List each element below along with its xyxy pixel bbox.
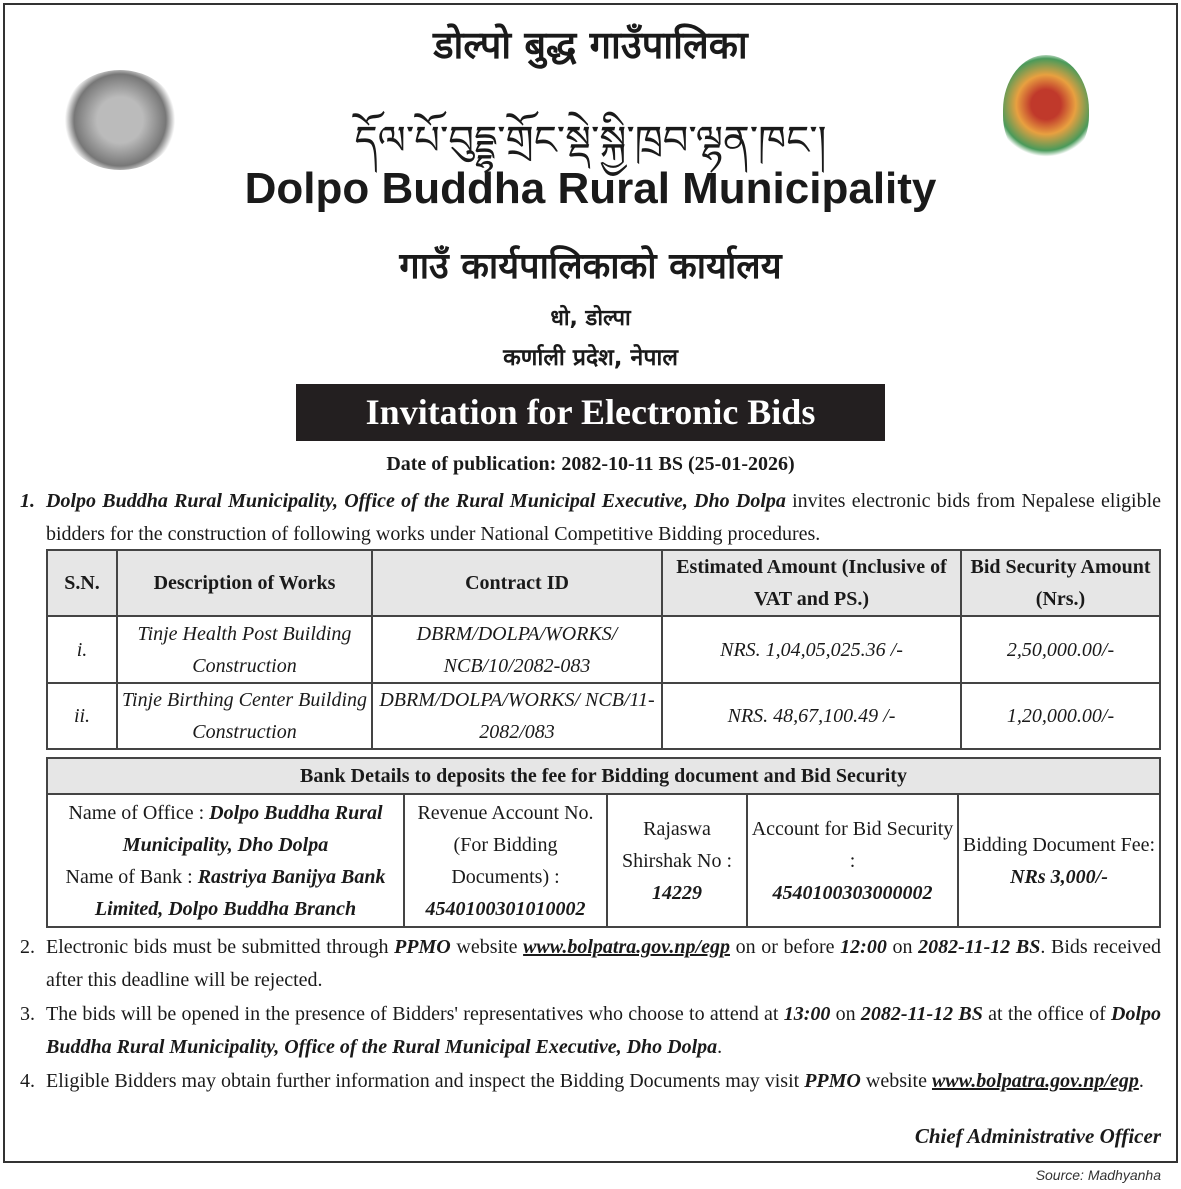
paragraph-4 [20,1065,1161,1098]
security-value: 4540100303000002 [772,881,933,904]
cell-estimated-amount: NRS. 1,04,05,025.36 /- [662,616,961,683]
item-number: 2. [20,936,35,958]
cell-bid-security: 1,20,000.00/- [961,683,1160,749]
rajaswa-label: Rajaswa Shirshak No : [622,817,732,872]
text: on or before [729,936,841,958]
revenue-label: Revenue Account No. (For Bidding Documents) : [417,801,594,888]
text: website [450,936,524,958]
text: Electronic bids must be submitted through [46,936,395,958]
ppmo-text: PPMO [804,1070,861,1092]
bank-details-table [46,757,1161,928]
security-label: Account for Bid Security : [751,817,954,872]
rajaswa-value: 14229 [652,881,702,904]
ppmo-text: PPMO [394,936,451,958]
table-row [47,683,1160,749]
text: website [860,1070,932,1092]
table-row [47,616,1160,683]
paragraph-3 [20,998,1161,1064]
source-credit: Source: Madhyanha [1035,1167,1161,1183]
cell-sn: i. [47,616,117,683]
invitation-banner: Invitation for Electronic Bids [296,384,885,441]
office-label: Name of Office : [68,801,210,824]
publication-date: Date of publication: 2082-10-11 BS (25-01-2026) [386,453,795,475]
bank-value: Rastriya Banijya Bank Limited, Dolpo Buddha Branch [94,865,386,920]
revenue-account-cell [404,794,607,927]
opening-time: 13:00 [783,1003,831,1025]
fee-label: Bidding Document Fee: [962,833,1156,856]
location-district: धो, डोल्पा [550,306,631,331]
revenue-value: 4540100301010002 [425,897,586,920]
text: Eligible Bidders may obtain further information and inspect the Bidding Documents may visit [46,1070,805,1092]
bank-label: Name of Bank : [65,865,198,888]
fee-value: NRs 3,000/- [1010,865,1108,888]
cell-sn: ii. [47,683,117,749]
signature: Chief Administrative Officer [914,1124,1161,1148]
rajaswa-cell [607,794,747,927]
header-description: Description of Works [117,550,372,616]
table-header-row [47,550,1160,616]
bank-details-row [47,794,1160,927]
office-nepali: गाउँ कार्यपालिकाको कार्यालय [399,246,782,287]
deadline-time: 12:00 [840,936,887,958]
title-english: Dolpo Buddha Rural Municipality [244,164,937,213]
opening-date: 2082-11-12 BS [860,1003,983,1025]
bolpatra-link[interactable]: www.bolpatra.gov.np/egp [523,936,730,958]
document-fee-cell [958,794,1160,927]
header-sn: S.N. [47,550,117,616]
text: . [1138,1070,1144,1092]
paragraph-2 [20,931,1161,997]
item-number: 3. [20,1003,35,1025]
issuer-name: Dolpo Buddha Rural Municipality, Office of the Rural Municipal Executive, Dho Dolpa [46,490,786,512]
bid-security-account-cell [747,794,958,927]
cell-estimated-amount: NRS. 48,67,100.49 /- [662,683,961,749]
title-nepali: डोल्पो बुद्ध गाउँपालिका [433,23,748,67]
works-table [46,549,1161,750]
header-contract-id: Contract ID [372,550,662,616]
cell-contract-id: DBRM/DOLPA/WORKS/ NCB/11-2082/083 [372,683,662,749]
title-tibetan: དོལ་པོ་བུདྡྷ་གྲོང་སྡེ་སྐྱི་ཁྲབ་ལྷན་ཁང་། [354,118,827,164]
cell-contract-id: DBRM/DOLPA/WORKS/ NCB/10/2082-083 [372,616,662,683]
text: . [717,1036,723,1058]
header-estimated-amount: Estimated Amount (Inclusive of VAT and PS.) [662,550,961,616]
deadline-date: 2082-11-12 BS [918,936,1041,958]
header-bid-security: Bid Security Amount (Nrs.) [961,550,1160,616]
text: . Bids received after this deadline will be rejected. [46,936,1162,991]
bank-table-title: Bank Details to deposits the fee for Bidding document and Bid Security [47,758,1160,794]
text: at the office of [982,1003,1112,1025]
item-number: 4. [20,1070,35,1092]
item-number: 1. [20,490,35,512]
text: The bids will be opened in the presence of Bidders' representatives who choose to attend at [46,1003,784,1025]
cell-description: Tinje Birthing Center Building Construction [117,683,372,749]
office-value: Dolpo Buddha Rural Municipality, Dho Dolpa [122,801,383,856]
paragraph-1 [20,485,1161,551]
office-bank-cell [47,794,404,927]
text: on [886,936,919,958]
cell-description: Tinje Health Post Building Construction [117,616,372,683]
text: on [830,1003,861,1025]
location-province: कर्णाली प्रदेश, नेपाल [503,345,678,371]
office-name: Dolpo Buddha Rural Municipality, Office of the Rural Municipal Executive, Dho Dolpa [46,1003,1162,1058]
bolpatra-link[interactable]: www.bolpatra.gov.np/egp [931,1070,1139,1092]
para-text: invites electronic bids from Nepalese eligible bidders for the construction of following works under National Competitive Bidding procedures. [46,490,1162,545]
cell-bid-security: 2,50,000.00/- [961,616,1160,683]
